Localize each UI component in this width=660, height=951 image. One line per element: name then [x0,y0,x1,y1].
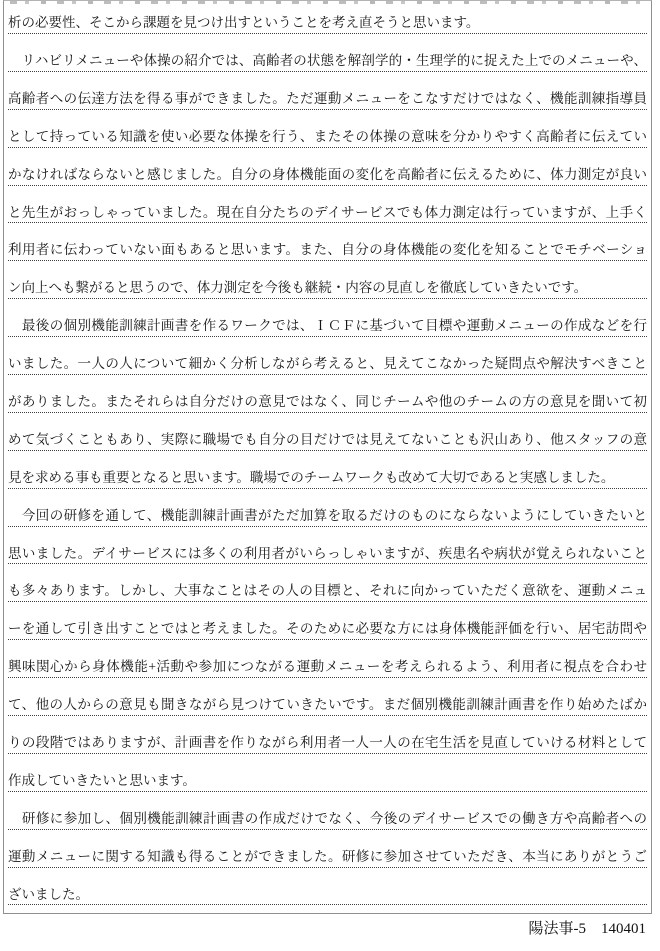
text-line: がありました。またそれらは自分だけの意見ではなく、同じチームや他のチームの方の意見を聞いて初 [8,375,647,413]
text-line: 見を求める事も重要となると思います。職場でのチームワークも改めて大切であると実感しました。 [8,451,647,489]
text-line: ーを通して引き出すことではと考えました。そのために必要な方には身体機能評価を行い、居宅訪問や [8,602,647,640]
text-line: りの段階ではありますが、計画書を作りながら利用者一人一人の在宅生活を見直していける材料として [8,716,647,754]
text-line: めて気づくこともあり、実際に職場でも自分の目だけでは見えてないことも沢山あり、他スタッフの意 [8,413,647,451]
text-line: リハビリメニューや体操の紹介では、高齢者の状態を解剖学的・生理学的に捉えた上でのメニューや、 [8,34,647,72]
text-line: も多々あります。しかし、大事なことはその人の目標と、それに向かっていただく意欲を、運動メニュ [8,564,647,602]
text-line: 作成していきたいと思います。 [8,754,647,792]
text-line: と先生がおっしゃっていました。現在自分たちのデイサービスでも体力測定は行っていますが、上手く [8,186,647,224]
document-text-box [3,0,652,914]
text-line: ン向上へも繋がると思うので、体力測定を今後も継続・内容の見直しを徹底していきたいです。 [8,261,647,299]
document-code: 陽法事-5 140401 [528,921,646,937]
text-line: 今回の研修を通して、機能訓練計画書がただ加算を取るだけのものにならないようにしていきたいと [8,489,647,527]
text-line: 思いました。デイサービスには多くの利用者がいらっしゃいますが、疾患名や病状が覚えられないこと [8,527,647,565]
text-line: 最後の個別機能訓練計画書を作るワークでは、ＩＣＦに基づいて目標や運動メニューの作成などを行 [8,299,647,337]
text-line: て、他の人からの意見も聞きながら見つけていきたいです。まだ個別機能訓練計画書を作り始めたばか [8,678,647,716]
text-line: 興味関心から身体機能+活動や参加につながる運動メニューを考えられるよう、利用者に視点を合わせ [8,640,647,678]
text-line: 利用者に伝わっていない面もあると思います。また、自分の身体機能の変化を知ることでモチベーショ [8,223,647,261]
text-line: 高齢者への伝達方法を得る事ができました。ただ運動メニューをこなすだけではなく、機能訓練指導員 [8,72,647,110]
page-footer [3,918,652,940]
text-line: 研修に参加し、個別機能訓練計画書の作成だけでなく、今後のデイサービスでの働き方や高齢者への [8,792,647,830]
text-line: かなければならないと感じました。自分の身体機能面の変化を高齢者に伝えるために、体力測定が良い [8,148,647,186]
text-line: 析の必要性、そこから課題を見つけ出すということを考え直そうと思います。 [8,4,647,34]
text-line: いました。一人の人について細かく分析しながら考えると、見えてこなかった疑問点や解決すべきこと [8,337,647,375]
text-line: として持っている知識を使い必要な体操を行う、またその体操の意味を分かりやすく高齢者に伝えてい [8,110,647,148]
text-line: 運動メニューに関する知識も得ることができました。研修に参加させていただき、本当にありがとうご [8,830,647,868]
text-line: ざいました。 [8,868,647,906]
